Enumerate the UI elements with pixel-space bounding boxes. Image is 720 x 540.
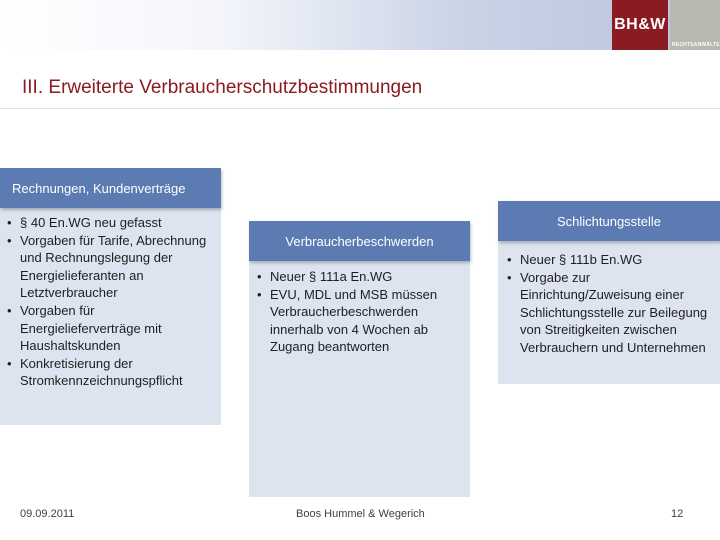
list-item: • § 40 En.WG neu gefasst xyxy=(6,214,218,232)
company-logo xyxy=(612,0,668,50)
box-schlichtungsstelle-heading: Schlichtungsstelle xyxy=(498,201,720,241)
list-item: • Vorgabe zur Einrichtung/Zuweisung einer Schlichtungsstelle zur Beilegung von Streitigkeiten zwischen Verbrauchern und Unternehmen xyxy=(506,269,714,357)
box-schlichtungsstelle-list xyxy=(506,251,714,357)
list-item: • Vorgaben für Energielieferverträge mit Haushaltskunden xyxy=(6,302,218,355)
box-verbraucherbeschwerden xyxy=(249,221,470,497)
list-item: • EVU, MDL und MSB müssen Verbraucherbeschwerden innerhalb von 4 Wochen ab Zugang beantworten xyxy=(256,286,464,356)
title-divider xyxy=(0,108,720,109)
logo-text: BH&W xyxy=(614,16,666,33)
slide-title: III. Erweiterte Verbraucherschutzbestimmungen xyxy=(22,77,423,98)
list-item: • Vorgaben für Tarife, Abrechnung und Rechnungslegung der Energielieferanten an Letztverbraucher xyxy=(6,232,218,302)
list-item: • Neuer § 111b En.WG xyxy=(506,251,714,269)
box-verbraucherbeschwerden-list xyxy=(256,268,464,356)
page-number: 12 xyxy=(671,508,684,520)
logo-subtitle: RECHTSANWÄLTE xyxy=(672,42,720,48)
footer-firm: Boos Hummel & Wegerich xyxy=(296,508,425,520)
list-item: • Neuer § 111a En.WG xyxy=(256,268,464,286)
box-rechnungen-heading: Rechnungen, Kundenverträge xyxy=(0,168,221,208)
logo-subtitle-block xyxy=(670,0,720,50)
box-rechnungen-list xyxy=(6,214,218,390)
box-verbraucherbeschwerden-heading: Verbraucherbeschwerden xyxy=(249,221,470,261)
list-item: • Konkretisierung der Stromkennzeichnungspflicht xyxy=(6,355,218,390)
footer-date: 09.09.2011 xyxy=(20,508,75,520)
